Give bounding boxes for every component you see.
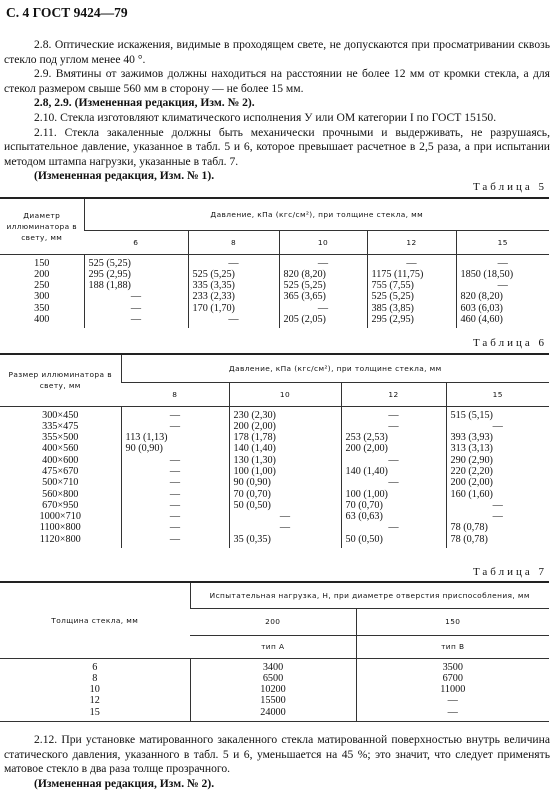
row-label: 300×450 bbox=[42, 409, 79, 421]
table6-header-pressure: Давление, кПа (кгс/см²), при толщине стекла, мм bbox=[121, 354, 549, 382]
row-label: 355×500 bbox=[42, 432, 79, 444]
row-label: 1100×800 bbox=[39, 522, 81, 534]
table-row bbox=[0, 269, 549, 280]
row-label: 150 bbox=[34, 257, 50, 269]
table-cell: 78 (0,78) bbox=[446, 534, 549, 548]
table-row bbox=[0, 432, 549, 443]
table-cell: — bbox=[279, 303, 367, 314]
table-cell: — bbox=[121, 466, 229, 477]
amendment-note-2-11: (Измененная редакция, Изм. № 1). bbox=[34, 169, 215, 183]
row-label: 6 bbox=[92, 661, 98, 673]
table-cell: 170 (1,70) bbox=[188, 303, 279, 314]
table-cell: — bbox=[188, 314, 279, 328]
table-cell: 3400 bbox=[190, 658, 356, 673]
table-cell: 78 (0,78) bbox=[446, 522, 549, 533]
table-row bbox=[0, 522, 549, 533]
table6-header-col: 8 bbox=[121, 382, 229, 406]
table7-header-thickness: Толщина стекла, мм bbox=[0, 582, 190, 658]
table-cell: 755 (7,55) bbox=[367, 280, 456, 291]
table-cell: 113 (1,13) bbox=[121, 432, 229, 443]
table5-header-col: 10 bbox=[279, 230, 367, 254]
table-row bbox=[0, 658, 549, 673]
table-cell: 525 (5,25) bbox=[84, 254, 188, 269]
row-label: 400×560 bbox=[42, 443, 79, 455]
table-cell: — bbox=[121, 534, 229, 548]
table-cell: 295 (2,95) bbox=[367, 314, 456, 328]
paragraph-2-10: 2.10. Стекла изготовляют климатического исполнения У или ОМ категории I по ГОСТ 15150. bbox=[34, 110, 497, 124]
table-cell: — bbox=[121, 489, 229, 500]
table-cell: 130 (1,30) bbox=[229, 455, 341, 466]
table5-header-pressure: Давление, кПа (кгс/см²), при толщине стекла, мм bbox=[84, 198, 549, 230]
table-cell: 290 (2,90) bbox=[446, 455, 549, 466]
table-cell: — bbox=[456, 254, 549, 269]
table-cell: 313 (3,13) bbox=[446, 443, 549, 454]
row-label: 335×475 bbox=[42, 420, 79, 432]
table-cell: 160 (1,60) bbox=[446, 489, 549, 500]
amendment-note-2-12: (Измененная редакция, Изм. № 2). bbox=[34, 776, 215, 790]
table-row bbox=[0, 455, 549, 466]
table-cell: — bbox=[341, 406, 446, 421]
row-label: 1000×710 bbox=[39, 511, 81, 523]
table-cell: — bbox=[446, 511, 549, 522]
table-cell: — bbox=[84, 314, 188, 328]
table-row bbox=[0, 707, 549, 722]
table-cell: — bbox=[121, 455, 229, 466]
table-cell: 335 (3,35) bbox=[188, 280, 279, 291]
table-cell: — bbox=[356, 695, 549, 706]
table5-header-diameter: Диаметр иллюминатора в свету, мм bbox=[0, 198, 84, 254]
table-cell: 6700 bbox=[356, 673, 549, 684]
table-cell: 820 (8,20) bbox=[456, 291, 549, 302]
table-cell: — bbox=[84, 303, 188, 314]
table-row bbox=[0, 254, 549, 269]
table-cell: — bbox=[121, 406, 229, 421]
row-label: 12 bbox=[89, 695, 100, 707]
table-cell: 220 (2,20) bbox=[446, 466, 549, 477]
table-row bbox=[0, 406, 549, 421]
table-cell: 90 (0,90) bbox=[121, 443, 229, 454]
table-cell: 15500 bbox=[190, 695, 356, 706]
table-cell: 1850 (18,50) bbox=[456, 269, 549, 280]
table-row bbox=[0, 443, 549, 454]
table-cell: — bbox=[341, 421, 446, 432]
table7-header-col: 150 bbox=[356, 608, 549, 635]
page-header: С. 4 ГОСТ 9424—79 bbox=[6, 5, 128, 20]
table-row bbox=[0, 695, 549, 706]
table-cell: 603 (6,03) bbox=[456, 303, 549, 314]
table-cell: — bbox=[229, 522, 341, 533]
table-cell: — bbox=[446, 421, 549, 432]
row-label: 1120×800 bbox=[39, 533, 81, 545]
table-cell: 205 (2,05) bbox=[279, 314, 367, 328]
table-cell: 515 (5,15) bbox=[446, 406, 549, 421]
table6-caption: Таблица 6 bbox=[472, 337, 547, 349]
table-row bbox=[0, 477, 549, 488]
table-cell: 820 (8,20) bbox=[279, 269, 367, 280]
table-cell: 63 (0,63) bbox=[341, 511, 446, 522]
table-row bbox=[0, 534, 549, 548]
table-cell: 365 (3,65) bbox=[279, 291, 367, 302]
table-cell: 35 (0,35) bbox=[229, 534, 341, 548]
table-cell: 525 (5,25) bbox=[279, 280, 367, 291]
table5-header-col: 12 bbox=[367, 230, 456, 254]
row-label: 400 bbox=[34, 313, 50, 325]
table-cell: 525 (5,25) bbox=[188, 269, 279, 280]
table-row bbox=[0, 291, 549, 302]
table-cell: 253 (2,53) bbox=[341, 432, 446, 443]
body-text-top bbox=[4, 38, 550, 184]
row-label: 670×950 bbox=[42, 499, 79, 511]
table-row bbox=[0, 684, 549, 695]
paragraph-2-9: 2.9. Вмятины от зажимов должны находиться на расстоянии не более 12 мм от кромки стекла, а для стекол размером свыше 560 мм в сторону — не более 15 мм. bbox=[4, 67, 550, 95]
table-cell: — bbox=[341, 522, 446, 533]
table5 bbox=[0, 197, 549, 328]
row-label: 10 bbox=[89, 684, 100, 696]
table-row bbox=[0, 421, 549, 432]
row-label: 250 bbox=[34, 280, 50, 292]
table-cell: — bbox=[341, 455, 446, 466]
table-cell: 3500 bbox=[356, 658, 549, 673]
amendment-note-2-8-2-9: 2.8, 2.9. (Измененная редакция, Изм. № 2). bbox=[34, 96, 255, 110]
table5-header-col: 6 bbox=[84, 230, 188, 254]
row-label: 300 bbox=[34, 291, 50, 303]
table-cell: — bbox=[446, 500, 549, 511]
table-cell: 140 (1,40) bbox=[229, 443, 341, 454]
table-cell: — bbox=[121, 477, 229, 488]
row-label: 200 bbox=[34, 268, 50, 280]
table-row bbox=[0, 466, 549, 477]
table-cell: 200 (2,00) bbox=[341, 443, 446, 454]
table7-header-col: 200 bbox=[190, 608, 356, 635]
row-label: 350 bbox=[34, 302, 50, 314]
row-label: 560×800 bbox=[42, 488, 79, 500]
row-label: 400×600 bbox=[42, 454, 79, 466]
table-cell: 10200 bbox=[190, 684, 356, 695]
table5-header-col: 15 bbox=[456, 230, 549, 254]
table-cell: 233 (2,33) bbox=[188, 291, 279, 302]
table6-header-size: Размер иллюминатора в свету, мм bbox=[0, 354, 121, 406]
table-cell: — bbox=[84, 291, 188, 302]
table-cell: — bbox=[341, 477, 446, 488]
table6-header-col: 15 bbox=[446, 382, 549, 406]
table-cell: 385 (3,85) bbox=[367, 303, 456, 314]
table-cell: 100 (1,00) bbox=[341, 489, 446, 500]
row-label: 500×710 bbox=[42, 477, 79, 489]
table-cell: — bbox=[121, 500, 229, 511]
table7-caption: Таблица 7 bbox=[472, 566, 547, 578]
table-cell: 24000 bbox=[190, 707, 356, 722]
table-row bbox=[0, 500, 549, 511]
paragraph-2-8: 2.8. Оптические искажения, видимые в проходящем свете, не допускаются при просматривании сквозь стекло под углом менее 40 °. bbox=[4, 38, 550, 66]
table-cell: 70 (0,70) bbox=[341, 500, 446, 511]
table-cell: 11000 bbox=[356, 684, 549, 695]
body-text-bottom bbox=[4, 733, 550, 791]
table-row bbox=[0, 314, 549, 328]
table-cell: 200 (2,00) bbox=[229, 421, 341, 432]
table-cell: 6500 bbox=[190, 673, 356, 684]
table-cell: — bbox=[121, 522, 229, 533]
row-label: 475×670 bbox=[42, 465, 79, 477]
table-cell: — bbox=[456, 280, 549, 291]
table-row bbox=[0, 303, 549, 314]
table-cell: 393 (3,93) bbox=[446, 432, 549, 443]
table5-caption: Таблица 5 bbox=[472, 181, 547, 193]
paragraph-2-12: 2.12. При установке матированного закаленного стекла матированной поверхностью внутрь величина статического давления, указанного в табл. 5 и 6, уменьшается на 45 %; это значит, что следует применять матовое стекло в два раза толще прозрачного. bbox=[4, 733, 550, 776]
table6-header-col: 12 bbox=[341, 382, 446, 406]
table-cell: 460 (4,60) bbox=[456, 314, 549, 328]
paragraph-2-11: 2.11. Стекла закаленные должны быть механически прочными и выдерживать, не разрушаясь, испытательное давление, указанное в табл. 5 и 6, которое превышает расчетное в 2,5 раза, а при испытании методом штампа нагрузки, указанные в табл. 7. bbox=[4, 125, 550, 168]
table-row bbox=[0, 511, 549, 522]
table-cell: — bbox=[121, 421, 229, 432]
table-cell: — bbox=[188, 254, 279, 269]
table-cell: 50 (0,50) bbox=[229, 500, 341, 511]
table7-header-type: тип А bbox=[190, 635, 356, 658]
table-cell: 525 (5,25) bbox=[367, 291, 456, 302]
table-cell: 230 (2,30) bbox=[229, 406, 341, 421]
table6 bbox=[0, 353, 549, 548]
table-cell: 200 (2,00) bbox=[446, 477, 549, 488]
table7 bbox=[0, 581, 549, 722]
table-cell: 188 (1,88) bbox=[84, 280, 188, 291]
table-cell: 178 (1,78) bbox=[229, 432, 341, 443]
table-cell: — bbox=[356, 707, 549, 722]
table5-header-col: 8 bbox=[188, 230, 279, 254]
table-cell: 90 (0,90) bbox=[229, 477, 341, 488]
row-label: 15 bbox=[0, 707, 190, 722]
table7-header-load: Испытательная нагрузка, Н, при диаметре отверстия приспособления, мм bbox=[190, 582, 549, 608]
table-cell: 295 (2,95) bbox=[84, 269, 188, 280]
table-cell: 70 (0,70) bbox=[229, 489, 341, 500]
table-row bbox=[0, 489, 549, 500]
table-cell: — bbox=[367, 254, 456, 269]
table6-header-col: 10 bbox=[229, 382, 341, 406]
table-cell: — bbox=[229, 511, 341, 522]
table-cell: — bbox=[121, 511, 229, 522]
table-cell: 50 (0,50) bbox=[341, 534, 446, 548]
table-row bbox=[0, 673, 549, 684]
table-cell: — bbox=[279, 254, 367, 269]
table7-header-type: тип В bbox=[356, 635, 549, 658]
table-cell: 140 (1,40) bbox=[341, 466, 446, 477]
table-cell: 100 (1,00) bbox=[229, 466, 341, 477]
row-label: 8 bbox=[92, 672, 98, 684]
table-cell: 1175 (11,75) bbox=[367, 269, 456, 280]
table-row bbox=[0, 280, 549, 291]
